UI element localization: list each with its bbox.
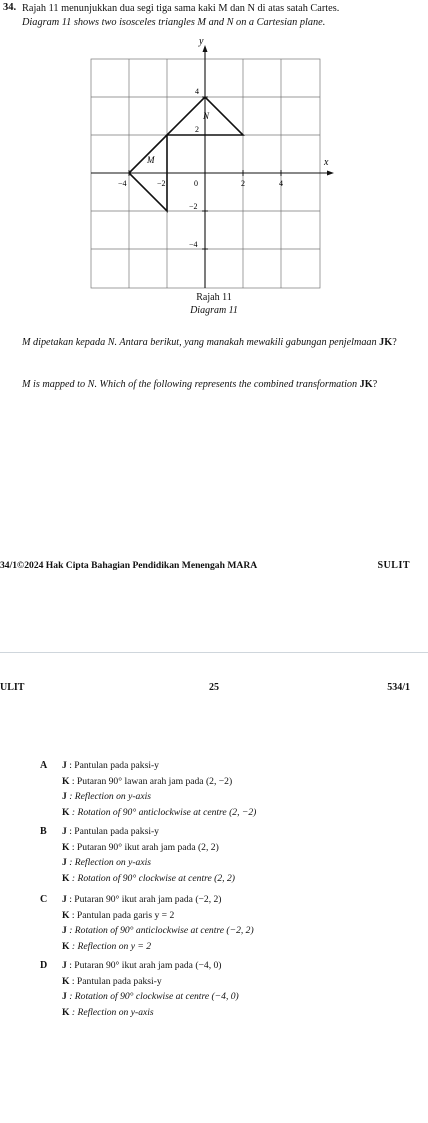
para-en-text: M is mapped to N. Which of the following represents the combined transformation: [22, 379, 360, 390]
transformation-text: : Pantulan pada garis y = 2: [69, 909, 175, 921]
x-axis-label: x: [324, 157, 329, 168]
transformation-key: K: [62, 872, 70, 884]
transformation-key: K: [62, 940, 70, 952]
tick-x-zero: 0: [194, 179, 198, 188]
tick-y-2: 2: [195, 125, 199, 134]
transformation-text: : Pantulan pada paksi-y: [69, 975, 162, 987]
option-c-letter[interactable]: C: [40, 894, 48, 905]
y-axis-label: y: [199, 36, 204, 47]
label-n: N: [203, 111, 210, 121]
tick-x-4: 4: [279, 179, 283, 188]
tick-x-minus4: −4: [118, 179, 127, 188]
transformation-text: : Pantulan pada paksi-y: [66, 826, 159, 837]
axes: [91, 50, 329, 288]
tick-y-minus4: −4: [189, 240, 198, 249]
transformation-text: : Reflection on y-axis: [69, 1006, 154, 1018]
question-number: 34.: [3, 2, 17, 13]
cartesian-diagram: [86, 36, 340, 291]
option-b-line: [62, 826, 159, 837]
transformation-key: J: [62, 991, 67, 1002]
question-text-en: Diagram 11 shows two isosceles triangles M and N on a Cartesian plane.: [22, 17, 326, 28]
para-ms-q: ?: [392, 337, 397, 348]
header-paper-code: 534/1: [387, 682, 410, 693]
transformation-key: J: [62, 857, 67, 868]
label-m: M: [147, 155, 155, 165]
tick-y-minus2: −2: [189, 202, 198, 211]
diagram-caption-en: Diagram 11: [190, 305, 238, 316]
diagram-caption-ms: Rajah 11: [196, 292, 232, 303]
option-d-line: [62, 991, 239, 1002]
para-en-q: ?: [372, 379, 378, 390]
option-c-line: [62, 941, 151, 952]
transformation-key: J: [62, 791, 67, 802]
para-en-jk: JK: [359, 379, 373, 390]
transformation-text: : Reflection on y-axis: [66, 857, 151, 868]
option-c-line: [62, 925, 254, 936]
tick-x-minus2: −2: [157, 179, 166, 188]
transformation-key: J: [62, 960, 67, 971]
diagram-svg: [86, 36, 340, 291]
transformation-text: : Rotation of 90° clockwise at centre (−4, 0): [66, 991, 239, 1002]
transformation-text: : Rotation of 90° anticlockwise at centre (2, −2): [69, 806, 257, 818]
option-c-line: [62, 910, 174, 921]
para-ms-jk: JK: [379, 337, 393, 348]
transformation-text: : Pantulan pada paksi-y: [66, 760, 159, 771]
header-sulit: ULIT: [0, 682, 25, 693]
transformation-key: J: [62, 894, 67, 905]
option-b-line: [62, 842, 219, 853]
page-divider: [0, 652, 428, 653]
transformation-key: K: [62, 841, 70, 853]
option-d-line: [62, 960, 222, 971]
transformation-text: : Putaran 90° ikut arah jam pada (2, 2): [69, 841, 219, 853]
transformation-text: : Putaran 90° ikut arah jam pada (−4, 0): [66, 960, 222, 971]
option-d-line: [62, 976, 162, 987]
option-d-line: [62, 1007, 154, 1018]
transformation-key: K: [62, 775, 70, 787]
header-page-number: 25: [209, 682, 219, 693]
transformation-key: J: [62, 826, 67, 837]
option-a-line: [62, 776, 232, 787]
tick-y-4: 4: [195, 87, 199, 96]
footer-copyright: 34/1©2024 Hak Cipta Bahagian Pendidikan Menengah MARA: [0, 560, 258, 571]
option-a-line: [62, 760, 159, 771]
question-paragraph-en: [22, 378, 398, 392]
option-c-line: [62, 894, 222, 905]
transformation-key: K: [62, 909, 70, 921]
question-paragraph-ms: [22, 336, 398, 350]
transformation-key: K: [62, 806, 70, 818]
transformation-key: K: [62, 975, 70, 987]
option-a-line: [62, 791, 151, 802]
option-b-letter[interactable]: B: [40, 826, 47, 837]
option-a-line: [62, 807, 256, 818]
footer-sulit: SULIT: [377, 560, 410, 571]
x-axis-arrow: [327, 171, 334, 176]
tick-x-2: 2: [241, 179, 245, 188]
option-d-letter[interactable]: D: [40, 960, 48, 971]
option-a-letter[interactable]: A: [40, 760, 48, 771]
transformation-text: : Putaran 90° ikut arah jam pada (−2, 2): [66, 894, 222, 905]
transformation-key: J: [62, 760, 67, 771]
transformation-text: : Reflection on y-axis: [66, 791, 151, 802]
question-text-ms: Rajah 11 menunjukkan dua segi tiga sama kaki M dan N di atas satah Cartes.: [22, 3, 340, 14]
transformation-text: : Putaran 90° lawan arah jam pada (2, −2): [69, 775, 233, 787]
option-b-line: [62, 857, 151, 868]
transformation-text: : Rotation of 90° clockwise at centre (2, 2): [69, 872, 235, 884]
transformation-key: K: [62, 1006, 70, 1018]
option-b-line: [62, 873, 235, 884]
transformation-key: J: [62, 925, 67, 936]
transformation-text: : Reflection on y = 2: [69, 940, 152, 952]
transformation-text: : Rotation of 90° anticlockwise at centre (−2, 2): [66, 925, 254, 936]
para-ms-text: M dipetakan kepada N. Antara berikut, yang manakah mewakili gabungan penjelmaan: [22, 337, 380, 348]
